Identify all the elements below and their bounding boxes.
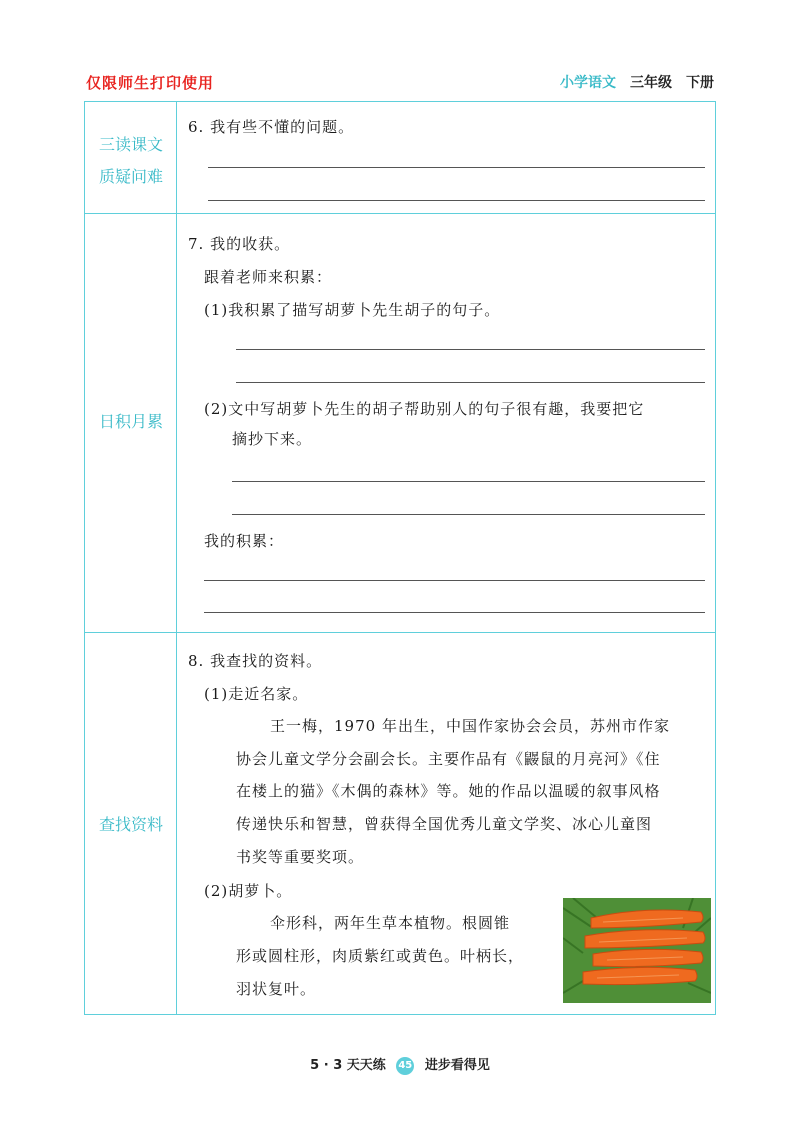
- book-info: [560, 72, 714, 92]
- question-6: 6. 我有些不懂的问题。: [188, 118, 355, 136]
- my-collection-label: 我的积累：: [204, 532, 285, 550]
- footer-brand: 5 · 3 天天练: [310, 1058, 386, 1073]
- question-7: 7. 我的收获。: [188, 235, 291, 253]
- answer-line[interactable]: [204, 612, 705, 613]
- carrot-photo: [563, 898, 711, 1003]
- answer-line[interactable]: [232, 481, 705, 482]
- section-label-1a: 三读课文: [98, 135, 163, 154]
- answer-line[interactable]: [232, 514, 705, 515]
- section-label-1b: 质疑问难: [98, 167, 163, 186]
- label-column: [85, 102, 177, 1014]
- row-divider: [85, 213, 715, 214]
- footer-slogan: 进步看得见: [424, 1058, 490, 1073]
- question-8-item-1: (1)走近名家。: [204, 685, 309, 703]
- bio-line: 王一梅，1970 年出生，中国作家协会会员，苏州市作家: [270, 717, 670, 735]
- question-8-item-2: (2)胡萝卜。: [204, 882, 293, 900]
- question-7-intro: 跟着老师来积累：: [204, 268, 333, 286]
- carrot-desc-line: 伞形科，两年生草本植物。根圆锥: [270, 914, 511, 932]
- bio-line: 书奖等重要奖项。: [236, 848, 365, 866]
- question-7-item-2-cont: 摘抄下来。: [232, 430, 313, 448]
- answer-line[interactable]: [208, 167, 705, 168]
- carrot-desc-line: 形或圆柱形，肉质紫红或黄色。叶柄长，: [236, 947, 525, 965]
- worksheet-table: [84, 101, 716, 1015]
- row-divider: [85, 632, 715, 633]
- answer-line[interactable]: [236, 382, 705, 383]
- question-7-item-1: (1)我积累了描写胡萝卜先生胡子的句子。: [204, 301, 501, 319]
- print-notice: 仅限师生打印使用: [86, 74, 215, 92]
- answer-line[interactable]: [208, 200, 705, 201]
- bio-line: 协会儿童文学分会副会长。主要作品有《鼹鼠的月亮河》《住: [236, 750, 661, 768]
- grade: 三年级: [630, 75, 672, 91]
- page-footer: [0, 1054, 800, 1075]
- bio-line: 传递快乐和智慧，曾获得全国优秀儿童文学奖、冰心儿童图: [236, 815, 653, 833]
- page-number: 45: [396, 1057, 414, 1075]
- bio-line: 在楼上的猫》《木偶的森林》等。她的作品以温暖的叙事风格: [236, 782, 661, 800]
- subject: 小学语文: [560, 75, 616, 91]
- section-label-3: 查找资料: [98, 815, 163, 834]
- answer-line[interactable]: [204, 580, 705, 581]
- question-8: 8. 我查找的资料。: [188, 652, 323, 670]
- carrot-desc-line: 羽状复叶。: [236, 980, 317, 998]
- answer-line[interactable]: [236, 349, 705, 350]
- term: 下册: [686, 75, 714, 91]
- carrot-illustration: [563, 898, 711, 1003]
- section-label-2: 日积月累: [98, 412, 163, 431]
- question-7-item-2: (2)文中写胡萝卜先生的胡子帮助别人的句子很有趣，我要把它: [204, 400, 645, 418]
